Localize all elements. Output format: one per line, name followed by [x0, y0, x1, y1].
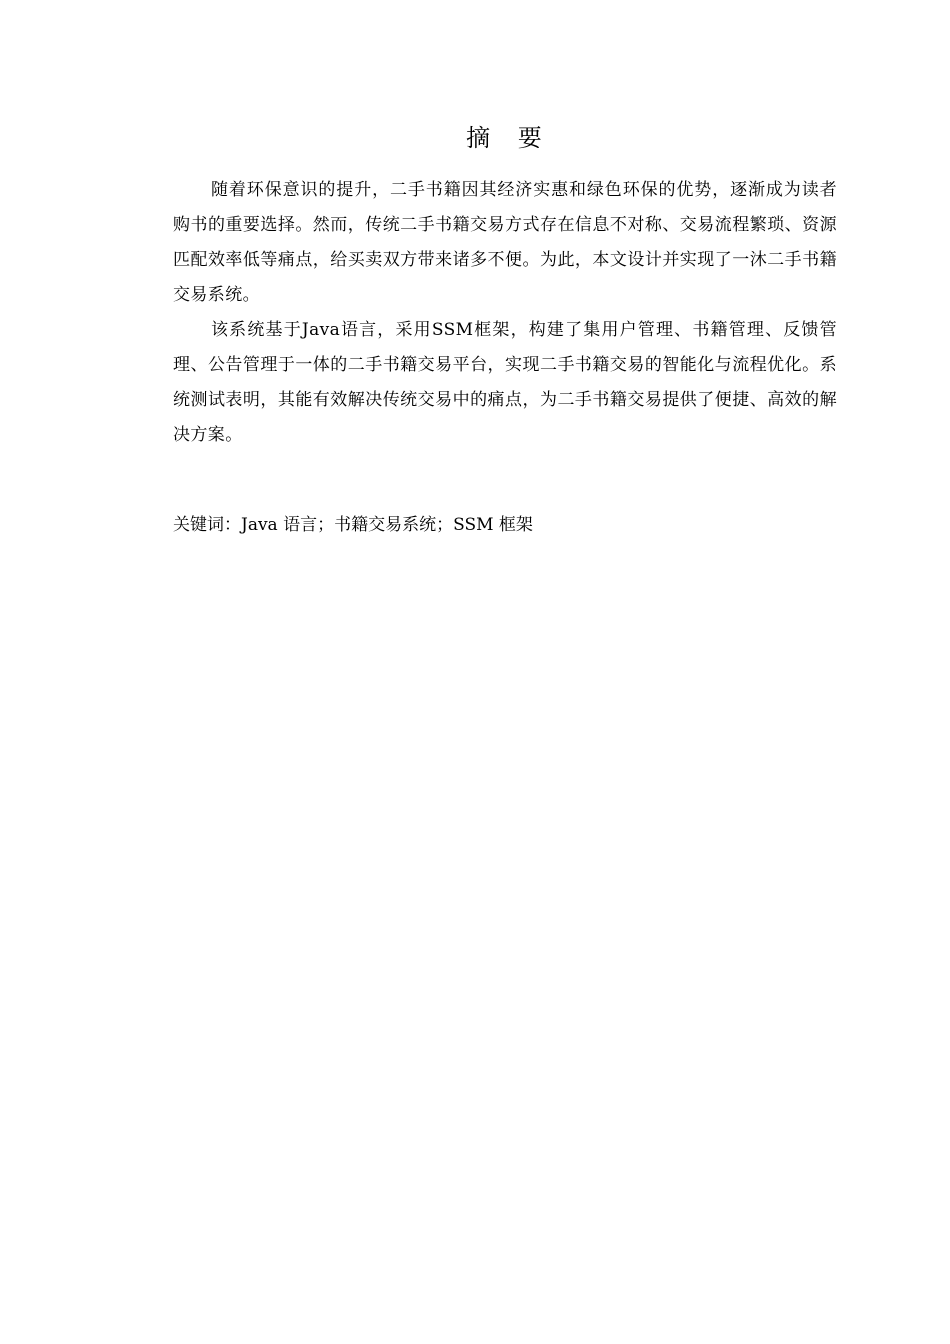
abstract-paragraph-1: 随着环保意识的提升，二手书籍因其经济实惠和绿色环保的优势，逐渐成为读者购书的重要选择。然而，传统二手书籍交易方式存在信息不对称、交易流程繁琐、资源匹配效率低等痛点，给买卖双方带来诸多不便。为此，本文设计并实现了一沐二手书籍交易系统。: [173, 180, 837, 305]
keywords-line: [173, 508, 837, 543]
abstract-paragraph-2: 该系统基于Java语言，采用SSM框架，构建了集用户管理、书籍管理、反馈管理、公告管理于一体的二手书籍交易平台，实现二手书籍交易的智能化与流程优化。系统测试表明，其能有效解决传统交易中的痛点，为二手书籍交易提供了便捷、高效的解决方案。: [173, 320, 837, 445]
abstract-body: [173, 173, 837, 453]
keywords-label: 关键词：: [173, 515, 241, 535]
abstract-title: 摘 要: [466, 124, 552, 152]
keywords-value: Java 语言；书籍交易系统；SSM 框架: [241, 515, 533, 535]
